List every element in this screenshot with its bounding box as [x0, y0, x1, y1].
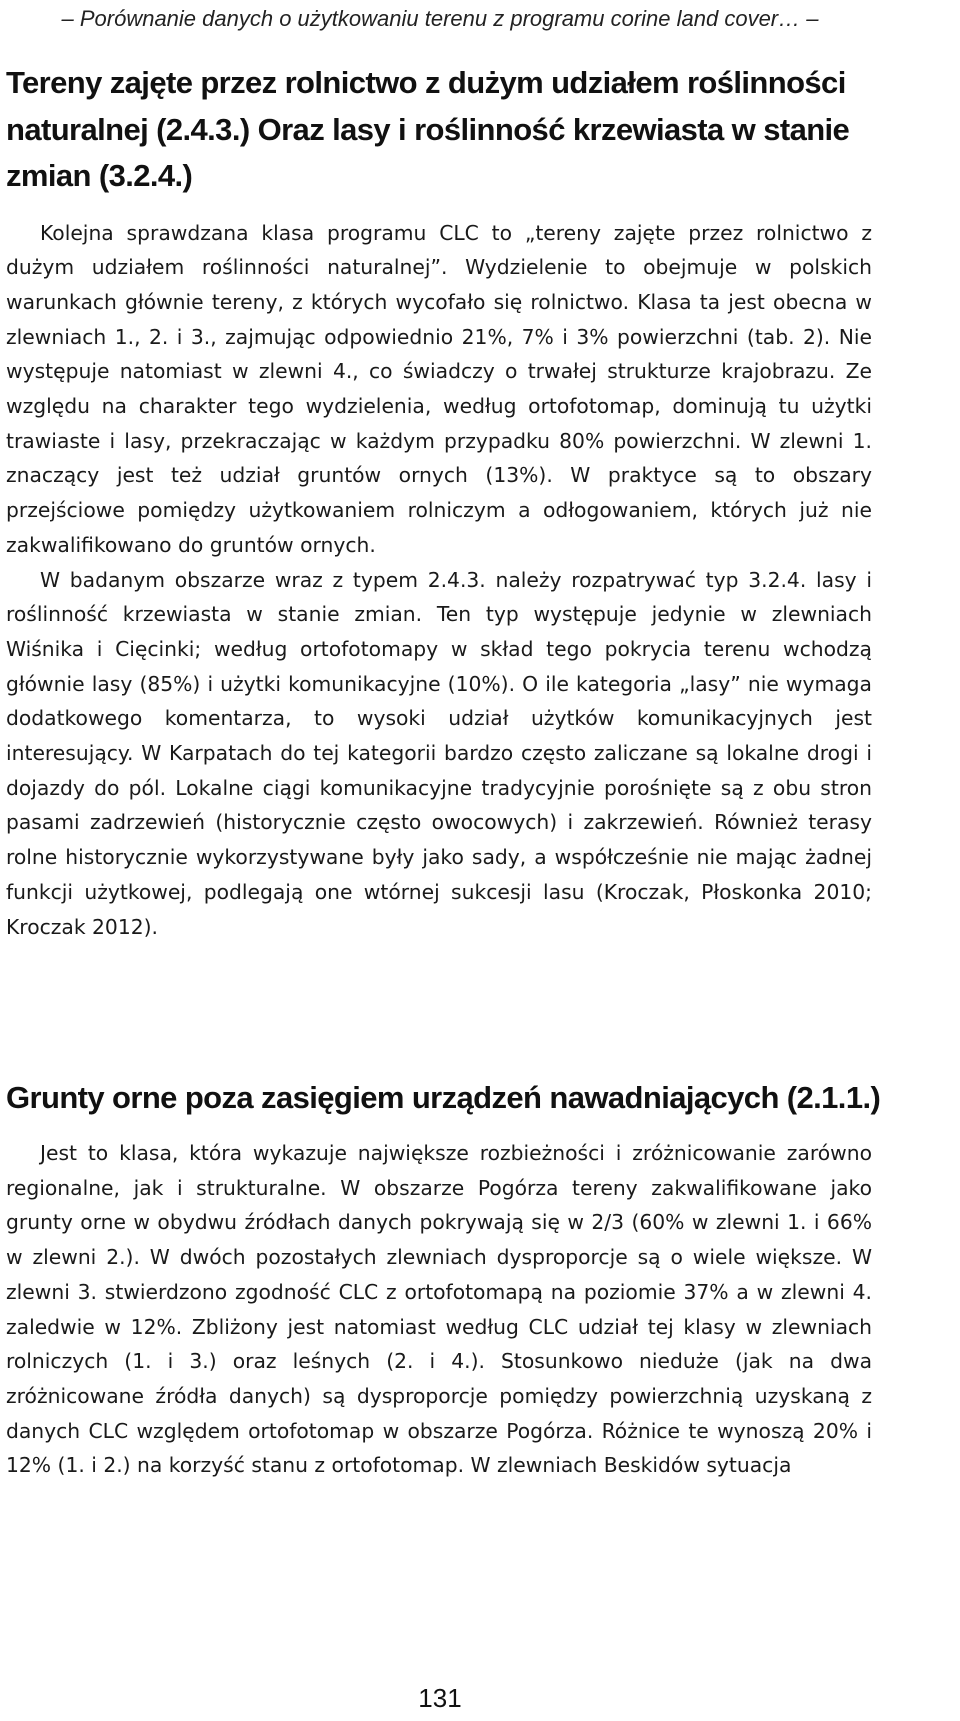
running-header: – Porównanie danych o użytkowaniu terenu z programu corine land cover… –	[61, 6, 819, 31]
section-mixed-agriculture	[6, 60, 872, 944]
page-number: 131	[418, 1683, 462, 1713]
paragraph: Jest to klasa, która wykazuje największe rozbieżności i zróżnicowanie zarówno regionalne, jak i strukturalne. W obszarze Pogórza tereny zakwalifikowane jako grunty orne w obydwu źródłach danych pokrywają się w 2/3 (60% w zlewni 1. i 66% w zlewni 2.). W dwóch pozostałych zlewniach dysproporcje są o wiele większe. W zlewni 3. stwierdzono zgodność CLC z ortofotomapą na poziomie 37% a w zlewni 4. zaledwie w 12%. Zbliżony jest natomiast według CLC udział tej klasy w zlewniach rolniczych (1. i 3.) oraz leśnych (2. i 4.). Stosunkowo nieduże (jak na dwa zróżnicowane źródła danych) są dysproporcje pomiędzy powierzchnią uzyskaną z danych CLC względem ortofotomap w obszarze Pogórza. Różnice te wynoszą 20% i 12% (1. i 2.) na korzyść stanu z ortofotomap. W zlewniach Beskidów sytuacja	[6, 1141, 872, 1478]
section-heading: Grunty orne poza zasięgiem urządzeń nawadniających (2.1.1.)	[6, 1080, 881, 1115]
section-body	[6, 216, 872, 945]
paragraph: Kolejna sprawdzana klasa programu CLC to „tereny zajęte przez rolnictwo z dużym udziałem roślinności naturalnej”. Wydzielenie to obejmuje w polskich warunkach głównie tereny, z których wycofało się rolnictwo. Klasa ta jest obecna w zlewniach 1., 2. i 3., zajmując odpowiednio 21%, 7% i 3% powierzchni (tab. 2). Nie występuje natomiast w zlewni 4., co świadczy o trwałej strukturze krajobrazu. Ze względu na charakter tego wydzielenia, według ortofotomap, dominują tu użytki trawiaste i lasy, przekraczając w każdym przypadku 80% powierzchni. W zlewni 1. znaczący jest też udział gruntów ornych (13%). W praktyce są to obszary przejściowe pomiędzy użytkowaniem rolniczym a odłogowaniem, których już nie zakwalifikowano do gruntów ornych.	[6, 220, 872, 557]
section-body	[6, 1136, 872, 1483]
section-heading: Tereny zajęte przez rolnictwo z dużym udziałem roślinności naturalnej (2.4.3.) Oraz lasy i roślinność krzewiasta w stanie zmian (3.2.4.)	[6, 65, 850, 193]
paragraph: W badanym obszarze wraz z typem 2.4.3. należy rozpatrywać typ 3.2.4. lasy i roślinność krzewiasta w stanie zmian. Ten typ występuje jedynie w zlewniach Wiśnika i Cięcinki; według ortofotomapy w skład tego pokrycia terenu wchodzą głównie lasy (85%) i użytki komunikacyjne (10%). O ile kategoria „lasy” nie wymaga dodatkowego komentarza, to wysoki udział użytków komunikacyjnych jest interesujący. W Karpatach do tej kategorii bardzo często zaliczane są lokalne drogi i dojazdy do pól. Lokalne ciągi komunikacyjne tradycyjnie porośnięte są z obu stron pasami zadrzewień (historycznie często owocowych) i zakrzewień. Również terasy rolne historycznie wykorzystywane były jako sady, a współcześnie nie mając żadnej funkcji użytkowej, podlegają one wtórnej sukcesji lasu (Kroczak, Płoskonka 2010; Kroczak 2012).	[6, 567, 872, 939]
section-arable-land	[6, 1077, 881, 1483]
